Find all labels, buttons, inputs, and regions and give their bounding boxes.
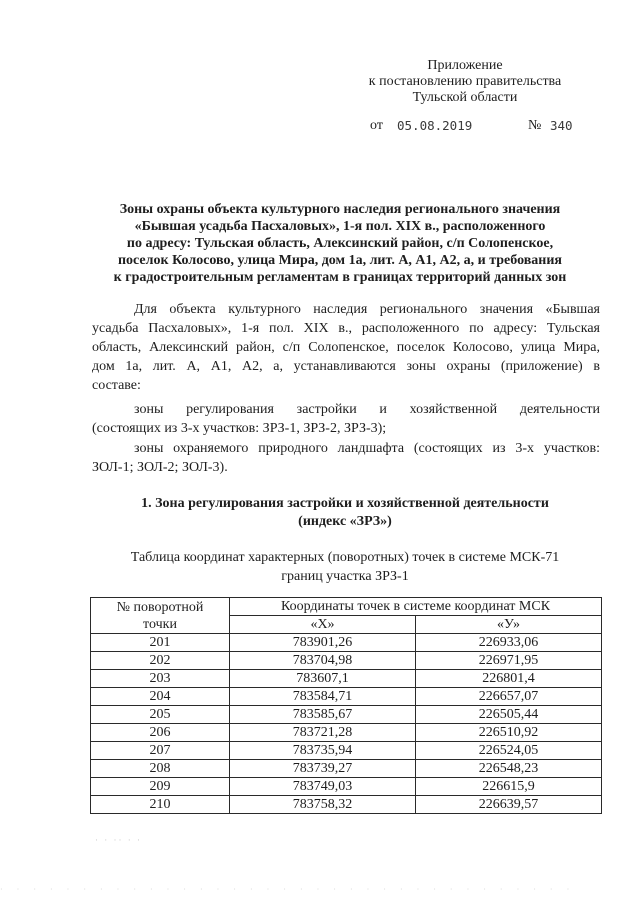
cell-y: 226548,23 bbox=[416, 760, 602, 778]
table-row bbox=[91, 796, 602, 814]
header-y: «У» bbox=[416, 616, 602, 634]
decree-date: 05.08.2019 bbox=[397, 118, 473, 133]
cell-y: 226933,06 bbox=[416, 634, 602, 652]
scan-artifact: · · · · · · · · · · · · · · · · · · · · · · · · · · · · · · · · · · · bbox=[0, 885, 576, 894]
cell-y: 226524,05 bbox=[416, 742, 602, 760]
cell-x: 783721,28 bbox=[230, 724, 416, 742]
cell-point: 205 bbox=[91, 706, 230, 724]
paragraph-line: ЗОЛ-1; ЗОЛ-2; ЗОЛ-3). bbox=[92, 460, 228, 475]
header-x: «Х» bbox=[230, 616, 416, 634]
paragraph-line: дом 1а, лит. А, А1, А2, а, устанавливаются зоны охраны (приложение) в bbox=[92, 359, 600, 374]
cell-x: 783739,27 bbox=[230, 760, 416, 778]
cell-point: 210 bbox=[91, 796, 230, 814]
table-row bbox=[91, 778, 602, 796]
table-row bbox=[91, 634, 602, 652]
cell-point: 208 bbox=[91, 760, 230, 778]
appendix-region: Тульской области bbox=[412, 90, 518, 105]
cell-x: 783704,98 bbox=[230, 652, 416, 670]
cell-y: 226615,9 bbox=[416, 778, 602, 796]
cell-x: 783901,26 bbox=[230, 634, 416, 652]
paragraph-line: зоны регулирования застройки и хозяйственной деятельности bbox=[134, 402, 600, 417]
table-caption-line: Таблица координат характерных (поворотных) точек в системе МСК-71 bbox=[130, 550, 560, 565]
cell-point: 206 bbox=[91, 724, 230, 742]
table-row bbox=[91, 652, 602, 670]
title-line: по адресу: Тульская область, Алексинский район, с/п Солопенское, bbox=[126, 236, 554, 251]
cell-point: 207 bbox=[91, 742, 230, 760]
section-heading bbox=[90, 495, 600, 531]
paragraph-line: составе: bbox=[92, 378, 141, 393]
paragraph-line: зоны охраняемого природного ландшафта (состоящих из 3-х участков: bbox=[134, 441, 600, 456]
title-line: к градостроительным регламентам в границах территорий данных зон bbox=[113, 270, 567, 285]
cell-point: 204 bbox=[91, 688, 230, 706]
decree-number-sign: № bbox=[528, 118, 542, 133]
cell-y: 226971,95 bbox=[416, 652, 602, 670]
section-heading-line: 1. Зона регулирования застройки и хозяйственной деятельности bbox=[141, 496, 549, 511]
cell-x: 783607,1 bbox=[230, 670, 416, 688]
title-line: поселок Колосово, улица Мира, дом 1а, лит. А, А1, А2, а, и требования bbox=[117, 253, 563, 268]
zone-landscape-paragraph bbox=[92, 439, 600, 477]
cell-x: 783749,03 bbox=[230, 778, 416, 796]
cell-x: 783584,71 bbox=[230, 688, 416, 706]
paragraph-line: Для объекта культурного наследия регионального значения «Бывшая bbox=[134, 302, 600, 317]
header-point-line: № поворотной bbox=[116, 599, 204, 615]
header-point-line: точки bbox=[143, 616, 177, 632]
cell-point: 201 bbox=[91, 634, 230, 652]
table-body bbox=[91, 634, 602, 814]
zone-regulation-paragraph bbox=[92, 400, 600, 438]
table-row bbox=[91, 742, 602, 760]
table-row bbox=[91, 706, 602, 724]
section-heading-line: (индекс «ЗРЗ») bbox=[298, 514, 392, 529]
cell-y: 226639,57 bbox=[416, 796, 602, 814]
decree-from-label: от bbox=[370, 118, 383, 133]
cell-x: 783758,32 bbox=[230, 796, 416, 814]
decree-number: 340 bbox=[550, 118, 573, 133]
paragraph-line: (состоящих из 3-х участков: ЗРЗ-1, ЗРЗ-2, ЗРЗ-3); bbox=[92, 421, 387, 436]
intro-paragraph bbox=[92, 300, 600, 395]
cell-point: 209 bbox=[91, 778, 230, 796]
document-title bbox=[80, 201, 600, 286]
cell-y: 226657,07 bbox=[416, 688, 602, 706]
table-row bbox=[91, 688, 602, 706]
appendix-label: Приложение bbox=[427, 58, 503, 73]
cell-y: 226510,92 bbox=[416, 724, 602, 742]
cell-y: 226801,4 bbox=[416, 670, 602, 688]
cell-point: 202 bbox=[91, 652, 230, 670]
cell-y: 226505,44 bbox=[416, 706, 602, 724]
title-line: «Бывшая усадьба Пасхаловых», 1-я пол. XIX в., расположенного bbox=[134, 219, 546, 234]
appendix-block bbox=[340, 58, 590, 106]
cell-x: 783585,67 bbox=[230, 706, 416, 724]
table-row bbox=[91, 724, 602, 742]
cell-x: 783735,94 bbox=[230, 742, 416, 760]
header-coordinates: Координаты точек в системе координат МСК bbox=[230, 598, 602, 616]
coordinates-table bbox=[90, 597, 602, 814]
appendix-decree-ref: к постановлению правительства bbox=[368, 74, 562, 89]
title-line: Зоны охраны объекта культурного наследия регионального значения bbox=[119, 202, 561, 217]
table-header-row bbox=[91, 598, 602, 616]
table-row bbox=[91, 670, 602, 688]
scan-artifact: · · ·· · · bbox=[95, 835, 142, 845]
table-caption bbox=[90, 548, 600, 586]
cell-point: 203 bbox=[91, 670, 230, 688]
table-caption-line: границ участка ЗРЗ-1 bbox=[281, 569, 409, 584]
header-point-number bbox=[91, 598, 230, 634]
paragraph-line: область, Алексинский район, с/п Солопенское, поселок Колосово, улица Мира, bbox=[92, 340, 600, 355]
table-row bbox=[91, 760, 602, 778]
paragraph-line: усадьба Пасхаловых», 1-я пол. XIX в., расположенного по адресу: Тульская bbox=[92, 321, 600, 336]
